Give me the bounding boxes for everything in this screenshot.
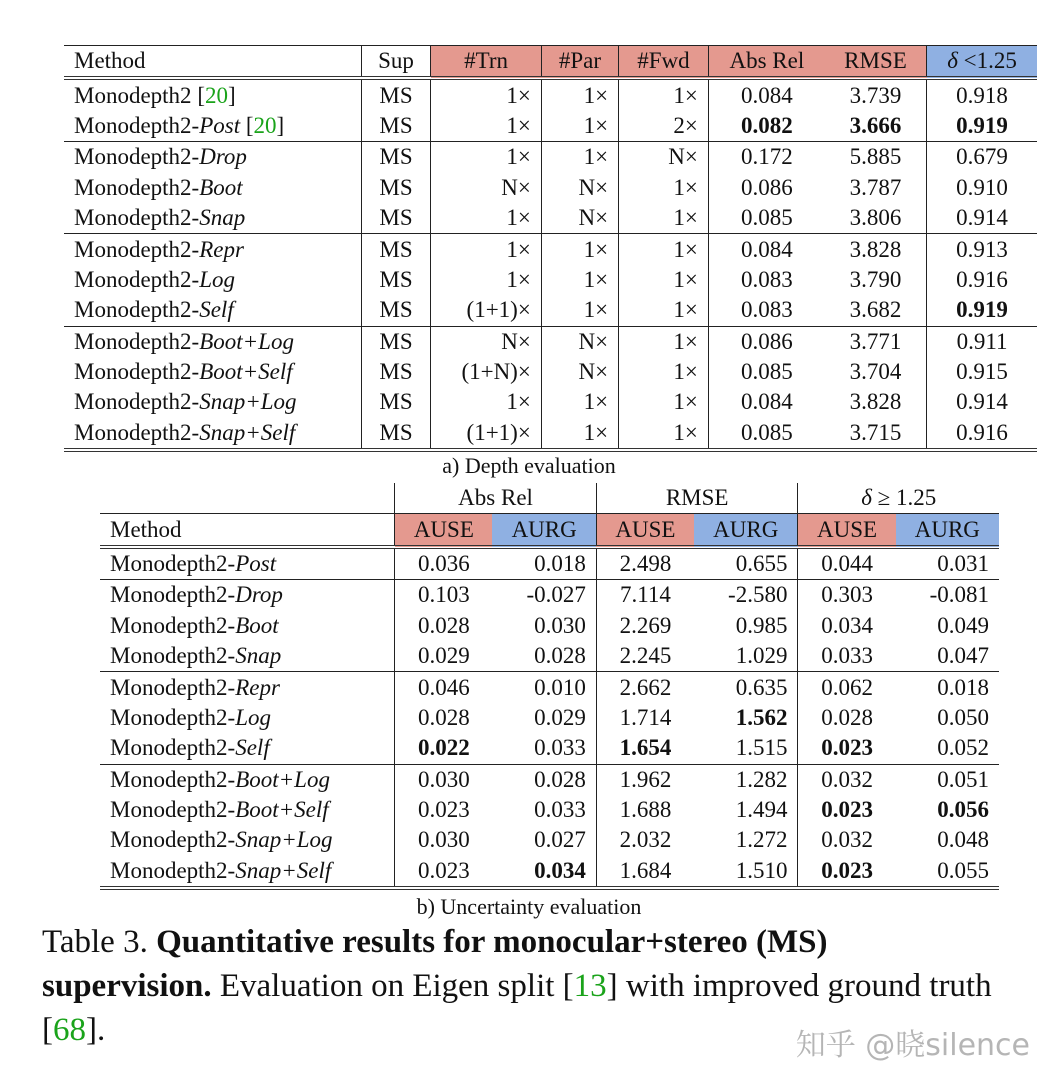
sup-cell: MS <box>361 326 430 357</box>
citation-link[interactable]: 68 <box>53 1012 86 1048</box>
rmse-cell: 3.715 <box>825 418 927 450</box>
abs-rel-aurg-cell: 0.018 <box>492 547 596 580</box>
fwd-cell: 1× <box>619 295 709 326</box>
rmse-cell: 3.806 <box>825 203 927 234</box>
header-aurg: AURG <box>896 514 999 547</box>
table-row <box>64 203 1037 234</box>
fwd-cell: 1× <box>619 265 709 295</box>
trn-cell: 1× <box>431 111 542 142</box>
trn-cell: 1× <box>431 265 542 295</box>
delta-ause-cell: 0.044 <box>798 547 896 580</box>
fwd-cell: N× <box>619 142 709 173</box>
rmse-ause-cell: 2.662 <box>596 672 694 703</box>
sup-cell: MS <box>361 173 430 203</box>
delta-ause-cell: 0.032 <box>821 827 873 853</box>
table-b-caption: b) Uncertainty evaluation <box>416 894 642 919</box>
citation-link[interactable]: 13 <box>573 968 607 1004</box>
rmse-cell: 5.885 <box>825 142 927 173</box>
fwd-cell: 1× <box>619 418 709 450</box>
method-cell: Monodepth2-Boot+Self <box>100 795 395 825</box>
rmse-cell: 3.790 <box>825 265 927 295</box>
table-row <box>64 111 1037 142</box>
method-cell: Monodepth2-Repr <box>100 672 395 703</box>
table-a-body <box>64 78 1037 450</box>
header-method: Method <box>100 514 395 547</box>
table-row <box>64 326 1037 357</box>
trn-cell: N× <box>431 173 542 203</box>
caption-text: ] with improved ground truth [ <box>42 968 992 1048</box>
abs-rel-ause-cell: 0.029 <box>417 643 470 669</box>
absrel-cell: 0.085 <box>741 359 793 385</box>
par-cell: 1× <box>541 295 618 326</box>
fwd-cell: 1× <box>619 203 709 234</box>
par-cell: 1× <box>541 265 618 295</box>
table-b-sub-header-row <box>100 514 999 547</box>
fwd-cell: 1× <box>619 173 709 203</box>
rmse-aurg-cell: 1.562 <box>694 703 798 733</box>
abs-rel-ause-cell: 0.046 <box>395 672 493 703</box>
table-row <box>100 611 999 641</box>
method-cell: Monodepth2-Snap+Self <box>100 856 395 888</box>
absrel-cell: 0.172 <box>708 142 825 173</box>
delta-cell: 0.916 <box>956 266 1008 292</box>
par-cell: 1× <box>541 111 618 142</box>
method-cell: Monodepth2-Snap <box>64 203 361 234</box>
header-fwd: #Fwd <box>619 46 709 79</box>
header-rmse: RMSE <box>825 46 927 79</box>
table-row <box>100 733 999 764</box>
rmse-aurg-cell: 1.510 <box>694 856 798 888</box>
caption-label: Table 3. <box>42 924 157 960</box>
sup-cell: MS <box>361 357 430 387</box>
absrel-cell: 0.082 <box>741 112 793 138</box>
header-par: #Par <box>541 46 618 79</box>
delta-cell: 0.915 <box>956 359 1008 385</box>
abs-rel-aurg-cell: 0.027 <box>492 825 596 855</box>
table-row <box>64 234 1037 265</box>
rmse-ause-cell: 2.032 <box>619 827 672 853</box>
par-cell: 1× <box>541 142 618 173</box>
delta-ause-cell: 0.034 <box>821 612 873 638</box>
watermark: 知乎 @晓silence <box>795 1028 1030 1063</box>
method-cell: Monodepth2-Log <box>100 703 395 733</box>
sup-cell: MS <box>361 418 430 450</box>
rmse-aurg-cell: 1.515 <box>694 733 798 764</box>
table-row <box>64 78 1037 110</box>
method-cell: Monodepth2-Log <box>64 265 361 295</box>
fwd-cell: 1× <box>619 357 709 387</box>
abs-rel-aurg-cell: 0.029 <box>492 703 596 733</box>
sup-cell: MS <box>361 387 430 417</box>
trn-cell: 1× <box>431 387 542 417</box>
citation-link[interactable]: 20 <box>204 82 228 108</box>
trn-cell: 1× <box>431 78 542 110</box>
abs-rel-aurg-cell: 0.010 <box>492 672 596 703</box>
delta-cell: 0.913 <box>927 234 1037 265</box>
fwd-cell: 1× <box>619 326 709 357</box>
delta-cell: 0.919 <box>956 297 1008 323</box>
header-aurg: AURG <box>694 514 798 547</box>
delta-aurg-cell: 0.048 <box>937 827 989 853</box>
delta-ause-cell: 0.032 <box>798 764 896 795</box>
delta-aurg-cell: -0.081 <box>896 580 999 611</box>
sup-cell: MS <box>361 142 430 173</box>
table-row <box>64 357 1037 387</box>
absrel-cell: 0.086 <box>708 326 825 357</box>
abs-rel-aurg-cell: 0.028 <box>492 764 596 795</box>
absrel-cell: 0.085 <box>708 418 825 450</box>
table-row <box>64 418 1037 450</box>
delta-aurg-cell: 0.018 <box>896 672 999 703</box>
sup-cell: MS <box>361 265 430 295</box>
table-row <box>100 856 999 888</box>
rmse-aurg-cell: 1.282 <box>694 764 798 795</box>
method-cell: Monodepth2-Post <box>100 547 395 580</box>
delta-ause-cell: 0.033 <box>821 643 873 669</box>
table-row <box>100 641 999 672</box>
rmse-aurg-cell: 1.029 <box>694 641 798 672</box>
absrel-cell: 0.085 <box>741 205 793 231</box>
table-b-body <box>100 547 999 888</box>
rmse-ause-cell: 2.245 <box>619 643 672 669</box>
table-b-group-header-row <box>100 483 999 514</box>
delta-cell: 0.679 <box>927 142 1037 173</box>
caption-title: Quantitative results for monocular+stereo (MS) supervision. <box>42 924 828 1004</box>
table-row <box>64 295 1037 326</box>
par-cell: 1× <box>541 78 618 110</box>
abs-rel-ause-cell: 0.023 <box>395 856 493 888</box>
method-cell: Monodepth2-Post [20] <box>64 111 361 142</box>
par-cell: N× <box>541 326 618 357</box>
absrel-cell: 0.086 <box>741 174 793 200</box>
method-cell: Monodepth2-Snap+Self <box>64 418 361 450</box>
header-abs-rel: Abs Rel <box>708 46 825 79</box>
method-cell: Monodepth2-Boot+Log <box>100 764 395 795</box>
header-trn: #Trn <box>431 46 542 79</box>
delta-aurg-cell: 0.056 <box>937 797 989 823</box>
rmse-ause-cell: 1.654 <box>619 735 672 761</box>
delta-aurg-cell: 0.031 <box>896 547 999 580</box>
delta-ause-cell: 0.023 <box>821 797 873 823</box>
rmse-aurg-cell: -2.580 <box>694 580 798 611</box>
abs-rel-aurg-cell: 0.030 <box>492 611 596 641</box>
absrel-cell: 0.083 <box>741 266 793 292</box>
abs-rel-ause-cell: 0.028 <box>417 612 470 638</box>
header-ause: AUSE <box>798 514 896 547</box>
method-cell: Monodepth2-Boot <box>64 173 361 203</box>
header-delta: δ <1.25 <box>927 46 1037 79</box>
par-cell: N× <box>541 357 618 387</box>
method-cell: Monodepth2-Self <box>64 295 361 326</box>
method-cell: Monodepth2-Drop <box>100 580 395 611</box>
delta-cell: 0.916 <box>927 418 1037 450</box>
delta-cell: 0.910 <box>956 174 1008 200</box>
trn-cell: (1+1)× <box>431 295 542 326</box>
trn-cell: 1× <box>431 203 542 234</box>
method-cell: Monodepth2-Boot+Self <box>64 357 361 387</box>
citation-link[interactable]: 20 <box>253 112 277 138</box>
header-ause: AUSE <box>596 514 694 547</box>
delta-aurg-cell: 0.047 <box>937 643 989 669</box>
par-cell: 1× <box>541 234 618 265</box>
sup-cell: MS <box>361 111 430 142</box>
group-header-abs-rel: Abs Rel <box>395 483 597 514</box>
table-row <box>100 580 999 611</box>
method-cell: Monodepth2-Boot <box>100 611 395 641</box>
rmse-cell: 3.787 <box>825 173 927 203</box>
delta-cell: 0.919 <box>956 112 1008 138</box>
delta-ause-cell: 0.023 <box>821 735 873 761</box>
table-a-caption: a) Depth evaluation <box>442 453 616 478</box>
table-row <box>100 672 999 703</box>
table-row <box>64 387 1037 417</box>
delta-ause-cell: 0.023 <box>798 856 896 888</box>
table-row <box>64 142 1037 173</box>
rmse-aurg-cell: 1.272 <box>694 825 798 855</box>
delta-aurg-cell: 0.050 <box>937 704 989 730</box>
rmse-aurg-cell: 0.985 <box>694 611 798 641</box>
table-row <box>100 547 999 580</box>
trn-cell: (1+1)× <box>431 418 542 450</box>
delta-aurg-cell: 0.055 <box>896 856 999 888</box>
table-row <box>100 703 999 733</box>
method-cell: Monodepth2-Snap+Log <box>64 387 361 417</box>
rmse-ause-cell: 1.688 <box>619 797 672 823</box>
group-header-delta: δ ≥ 1.25 <box>861 485 937 511</box>
method-cell: Monodepth2-Boot+Log <box>64 326 361 357</box>
absrel-cell: 0.084 <box>708 234 825 265</box>
trn-cell: (1+N)× <box>431 357 542 387</box>
rmse-aurg-cell: 0.635 <box>694 672 798 703</box>
group-header-rmse: RMSE <box>596 483 798 514</box>
sup-cell: MS <box>361 295 430 326</box>
delta-cell: 0.914 <box>956 205 1008 231</box>
abs-rel-ause-cell: 0.023 <box>417 797 470 823</box>
rmse-cell: 3.771 <box>825 326 927 357</box>
table-row <box>64 173 1037 203</box>
trn-cell: N× <box>431 326 542 357</box>
depth-evaluation-table <box>64 45 1037 452</box>
abs-rel-aurg-cell: 0.033 <box>492 733 596 764</box>
method-cell: Monodepth2-Snap+Log <box>100 825 395 855</box>
rmse-cell: 3.739 <box>825 78 927 110</box>
delta-ause-cell: 0.062 <box>798 672 896 703</box>
method-cell: Monodepth2-Snap <box>100 641 395 672</box>
rmse-ause-cell: 2.498 <box>596 547 694 580</box>
par-cell: N× <box>541 173 618 203</box>
uncertainty-evaluation-table <box>100 483 999 890</box>
table-row <box>64 265 1037 295</box>
trn-cell: 1× <box>431 234 542 265</box>
caption-text: Evaluation on Eigen split [ <box>211 968 574 1004</box>
delta-ause-cell: 0.303 <box>798 580 896 611</box>
table-row <box>100 825 999 855</box>
header-sup: Sup <box>361 46 430 79</box>
rmse-cell: 3.828 <box>825 387 927 417</box>
header-method: Method <box>64 46 361 79</box>
par-cell: 1× <box>541 418 618 450</box>
caption-text: ]. <box>86 1012 106 1048</box>
trn-cell: 1× <box>431 142 542 173</box>
delta-aurg-cell: 0.052 <box>937 735 989 761</box>
abs-rel-ause-cell: 0.028 <box>417 704 470 730</box>
abs-rel-aurg-cell: -0.027 <box>492 580 596 611</box>
rmse-ause-cell: 2.269 <box>619 612 672 638</box>
abs-rel-ause-cell: 0.022 <box>417 735 470 761</box>
table-a-header-row <box>64 46 1037 79</box>
delta-cell: 0.914 <box>956 389 1008 415</box>
method-cell: Monodepth2-Drop <box>64 142 361 173</box>
rmse-cell: 3.704 <box>825 357 927 387</box>
delta-aurg-cell: 0.051 <box>896 764 999 795</box>
table-row <box>100 764 999 795</box>
abs-rel-ause-cell: 0.030 <box>417 827 470 853</box>
abs-rel-aurg-cell: 0.034 <box>492 856 596 888</box>
par-cell: N× <box>541 203 618 234</box>
delta-cell: 0.911 <box>927 326 1037 357</box>
abs-rel-aurg-cell: 0.033 <box>492 795 596 825</box>
fwd-cell: 2× <box>619 111 709 142</box>
fwd-cell: 1× <box>619 78 709 110</box>
rmse-ause-cell: 1.684 <box>596 856 694 888</box>
fwd-cell: 1× <box>619 234 709 265</box>
sup-cell: MS <box>361 203 430 234</box>
abs-rel-ause-cell: 0.030 <box>395 764 493 795</box>
absrel-cell: 0.084 <box>741 389 793 415</box>
rmse-aurg-cell: 1.494 <box>694 795 798 825</box>
method-cell: Monodepth2-Repr <box>64 234 361 265</box>
rmse-ause-cell: 1.714 <box>619 704 672 730</box>
rmse-cell: 3.682 <box>825 295 927 326</box>
header-ause: AUSE <box>395 514 493 547</box>
abs-rel-ause-cell: 0.103 <box>395 580 493 611</box>
delta-ause-cell: 0.028 <box>821 704 873 730</box>
table-row <box>100 795 999 825</box>
rmse-cell: 3.828 <box>825 234 927 265</box>
sup-cell: MS <box>361 78 430 110</box>
abs-rel-ause-cell: 0.036 <box>395 547 493 580</box>
par-cell: 1× <box>541 387 618 417</box>
abs-rel-aurg-cell: 0.028 <box>492 641 596 672</box>
rmse-cell: 3.666 <box>825 111 927 142</box>
absrel-cell: 0.083 <box>741 297 793 323</box>
delta-cell: 0.918 <box>927 78 1037 110</box>
delta-aurg-cell: 0.049 <box>937 612 989 638</box>
sup-cell: MS <box>361 234 430 265</box>
fwd-cell: 1× <box>619 387 709 417</box>
header-aurg: AURG <box>492 514 596 547</box>
rmse-ause-cell: 1.962 <box>596 764 694 795</box>
absrel-cell: 0.084 <box>708 78 825 110</box>
rmse-aurg-cell: 0.655 <box>694 547 798 580</box>
method-cell: Monodepth2-Self <box>100 733 395 764</box>
rmse-ause-cell: 7.114 <box>596 580 694 611</box>
method-cell: Monodepth2 [20] <box>64 78 361 110</box>
